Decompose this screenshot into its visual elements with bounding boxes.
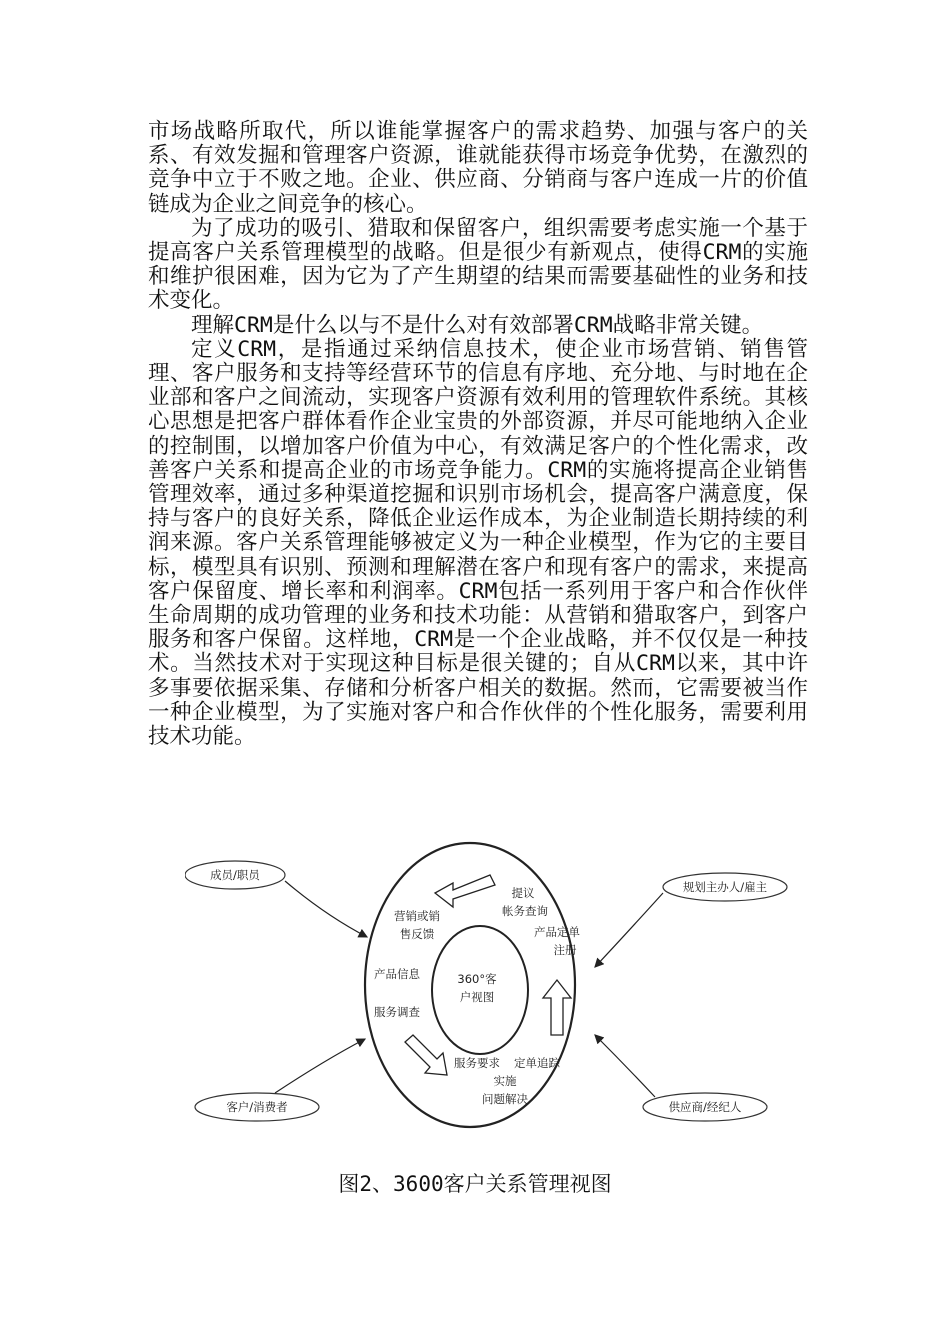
center-label-line2: 户视图 bbox=[459, 990, 495, 1004]
paragraph-4: 定义CRM，是指通过采纳信息技术，使企业市场营销、销售管理、客户服务和支持等经营环节的信息有序地、充分地、与时地在企业部和客户之间流动，实现客户资源有效利用的管理软件系统。其核心思想是把客户群体看作企业宝贵的外部资源，并尽可能地纳入企业的控制围，以增加客户价值为中心，有效满足客户的个性化需求，改善客户关系和提高企业的市场竞争能力。CRM的实施将提高企业销售管理效率，通过多种渠道挖掘和识别市场机会，提高客户满意度，保持与客户的良好关系，降低企业运作成本，为企业制造长期持续的利润来源。客户关系管理能够被定义为一种企业模型，作为它的主要目标，模型具有识别、预测和理解潜在客户和现有客户的需求，来提高客户保留度、增长率和利润率。CRM包括一系列用于客户和合作伙伴生命周期的成功管理的业务和技术功能：从营销和猎取客户，到客户服务和客户保留。这样地，CRM是一个企业战略，并不仅仅是一种技术。当然技术对于实现这种目标是很关键的；自从CRM以来，其中许多事要依据采集、存储和分析客户相关的数据。然而，它需要被当作一种企业模型，为了实施对客户和合作伙伴的个性化服务，需要利用技术功能。 bbox=[148, 336, 808, 750]
paragraph-3: 理解CRM是什么以与不是什么对有效部署CRM战略非常关键。 bbox=[191, 312, 764, 338]
ring-label-service-survey: 服务调查 bbox=[374, 1005, 420, 1019]
crm-360-diagram bbox=[185, 835, 795, 1135]
block-arrow-bottom bbox=[405, 1035, 447, 1075]
diagram-svg bbox=[185, 835, 795, 1135]
arrow-bottom-right bbox=[595, 1035, 655, 1097]
stakeholder-bottom-left-label: 客户/消费者 bbox=[226, 1100, 288, 1114]
ring-label-product-info: 产品信息 bbox=[374, 967, 420, 981]
ring-label-problem-solving: 问题解决 bbox=[482, 1092, 528, 1106]
ring-label-service-request: 服务要求 bbox=[454, 1056, 500, 1070]
ring-label-proposal: 提议 bbox=[511, 886, 535, 900]
ring-label-sales-feedback: 售反馈 bbox=[399, 927, 435, 941]
ring-label-order-tracking: 定单追踪 bbox=[514, 1056, 560, 1070]
figure-caption: 图2、3600客户关系管理视图 bbox=[338, 1172, 612, 1196]
arrow-bottom-left bbox=[275, 1039, 365, 1093]
arrow-top-left bbox=[285, 881, 367, 937]
block-arrow-right bbox=[543, 980, 571, 1035]
center-label-line1: 360°客 bbox=[457, 972, 497, 986]
ring-label-marketing: 营销或销 bbox=[394, 909, 440, 923]
paragraph-1: 市场战略所取代，所以谁能掌握客户的需求趋势、加强与客户的关系、有效发掘和管理客户资源，谁就能获得市场竞争优势，在激烈的竞争中立于不败之地。企业、供应商、分销商与客户连成一片的价值链成为企业之间竞争的核心。 bbox=[148, 119, 808, 217]
stakeholder-top-right-label: 规划主办人/雇主 bbox=[682, 880, 768, 894]
stakeholder-top-left-label: 成员/职员 bbox=[210, 868, 260, 882]
ring-label-register: 注册 bbox=[553, 943, 577, 957]
ring-label-implementation: 实施 bbox=[493, 1074, 517, 1088]
body-text bbox=[148, 120, 808, 749]
ring-label-product-order: 产品定单 bbox=[534, 925, 580, 939]
arrow-top-right bbox=[595, 893, 663, 967]
block-arrow-top bbox=[435, 875, 495, 907]
stakeholder-bottom-right-label: 供应商/经纪人 bbox=[668, 1100, 742, 1114]
paragraph-2: 为了成功的吸引、猎取和保留客户，组织需要考虑实施一个基于提高客户关系管理模型的战略。但是很少有新观点，使得CRM的实施和维护很困难，因为它为了产生期望的结果而需要基础性的业务和技术变化。 bbox=[148, 215, 808, 314]
ring-label-account-query: 帐务查询 bbox=[502, 904, 548, 918]
